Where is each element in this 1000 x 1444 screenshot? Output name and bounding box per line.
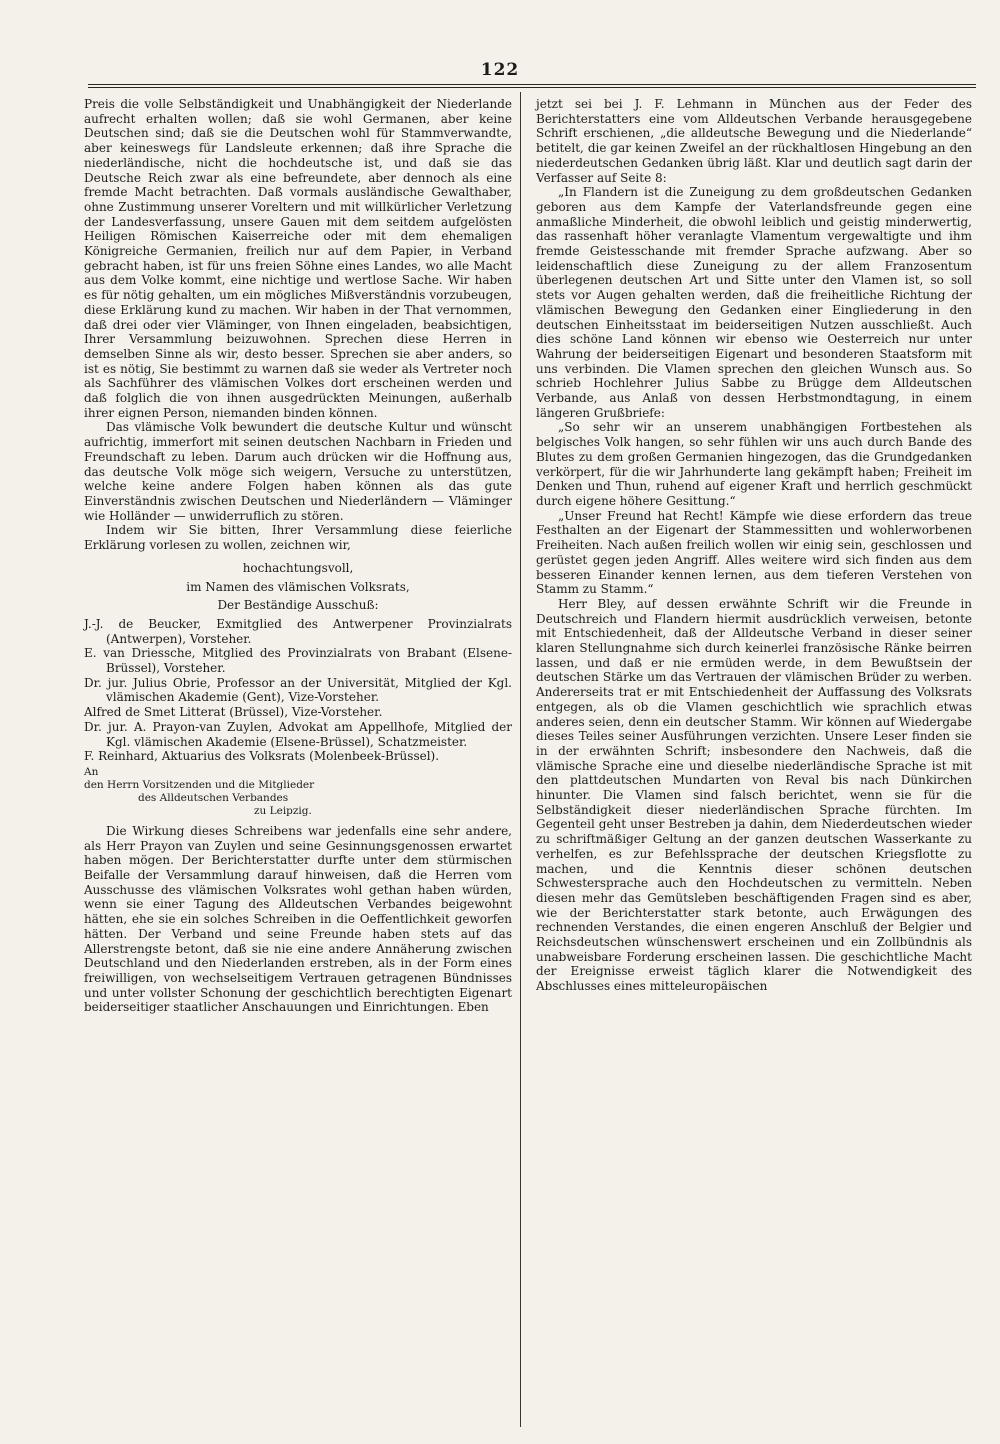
left-paragraph-1: Preis die volle Selbständigkeit und Unabhängigkeit der Niederlande aufrecht erhalten wollen; daß sie wohl Germanen, aber keine Deutschen sind; daß sie die Deutschen wohl für Stammverwandte, aber keineswegs für Landsleute erkennen; daß ihre Sprache die niederländische, nicht die hochdeutsche ist, und daß sie das Deutsche Reich zwar als eine befreundete, aber dennoch als eine fremde Macht betrachten. Daß vormals ausländische Gewalthaber, ohne Zustimmung unserer Voreltern und mit willkürlicher Verletzung der Landesverfassung, unsere Gauen mit dem seitdem aufgelösten Heiligen Römischen Kaiserreiche oder mit dem ehemaligen Königreiche Germanien, freilich nur auf dem Papier, in Verband gebracht haben, ist für uns freien Söhne eines Landes, wo alle Macht aus dem Volke kommt, eine nichtige und wertlose Sache. Wir haben es für nötig gehalten, um ein mögliches Mißverständnis vorzubeugen, diese Erklärung kund zu machen. Wir haben in der That vernommen, daß drei oder vier Vläminger, von Ihnen eingeladen, beabsichtigen, Ihrer Versammlung beizuwohnen. Sprechen diese Herren in demselben Sinne als wir, desto besser. Sprechen sie aber anders, so ist es nötig, Sie bestimmt zu warnen daß sie weder als Vertreter noch als Sachführer des vlämischen Volkes dort erscheinen werden und daß folglich die von ihnen ausgedrückten Meinungen, außerhalb ihrer eignen Person, niemanden binden können. xyxy=(84,97,512,420)
right-paragraph-4: „Unser Freund hat Recht! Kämpfe wie diese erfordern das treue Festhalten an der Eigenart der Stammessitten und wohlerworbenen Freiheiten. Nach außen freilich wollen wir einig sein, geschlossen und gerüstet gegen jeden Angriff. Alles weitere wird sich finden aus dem besseren Einander kennen lernen, aus dem tieferen Verstehen von Stamm zu Stamm.“ xyxy=(536,508,972,597)
left-paragraph-2: Das vlämische Volk bewundert die deutsche Kultur und wünscht aufrichtig, immerfort mit seinen deutschen Nachbarn in Frieden und Freundschaft zu leben. Darum auch drücken wir die Hoffnung aus, das deutsche Volk möge sich weigern, Versuche zu unterstützen, welche keine andere Folgen haben können als das gute Einverständnis zwischen Deutschen und Niederländern — Vläminger wie Holländer — unwiderruflich zu stören. xyxy=(84,420,512,523)
signatory: J.-J. de Beucker, Exmitglied des Antwerpener Provinzialrats (Antwerpen), Vorsteher. xyxy=(84,616,512,646)
letter-address xyxy=(84,766,512,818)
address-line: den Herrn Vorsitzenden und die Mitglieder xyxy=(84,778,315,791)
column-divider xyxy=(520,92,521,1427)
address-line: des Alldeutschen Verbandes xyxy=(138,791,289,804)
right-paragraph-1: jetzt sei bei J. F. Lehmann in München aus der Feder des Berichterstatters eine vom Alldeutschen Verbande herausgegebene Schrift erschienen, „die alldeutsche Bewegung und die Niederlande“ betitelt, die gar keinen Zweifel an der rückhaltlosen Hingebung an den niederdeutschen Gedanken übrig läßt. Klar und deutlich sagt darin der Verfasser auf Seite 8: xyxy=(536,97,972,185)
right-paragraph-3: „So sehr wir an unserem unabhängigen Fortbestehen als belgisches Volk hangen, so sehr fühlen wir uns auch durch Bande des Blutes zu dem großen Germanien hingezogen, das die Grundgedanken verkörpert, für die wir Jahrhunderte lang gekämpft haben; Freiheit im Denken und Thun, ruhend auf eigener Kraft und herrlich geschmückt durch eigene höhere Gesittung.“ xyxy=(536,420,972,508)
signatory: Dr. jur. Julius Obrie, Professor an der Universität, Mitglied der Kgl. vlämischen Akademie (Gent), Vize-Vorsteher. xyxy=(84,675,512,705)
committee-heading: Der Beständige Ausschuß: xyxy=(217,598,379,613)
header-rule xyxy=(88,84,976,85)
page-number: 122 xyxy=(480,60,520,80)
closing-salutation: hochachtungsvoll, xyxy=(242,560,354,575)
left-paragraph-4: Die Wirkung dieses Schreibens war jedenfalls eine sehr andere, als Herr Prayon van Zuylen und seine Gesinnungsgenossen erwartet haben mögen. Der Berichterstatter durfte unter dem stürmischen Beifalle der Versammlung darauf hinweisen, daß die Herren vom Ausschusse des vlämischen Volksrates wohl gethan haben würden, wenn sie einer Tagung des Alldeutschen Verbandes beigewohnt hätten, ehe sie ein solches Schreiben in die Oeffentlichkeit geworfen hätten. Der Verband und seine Freunde haben stets auf das Allerstrengste betont, daß sie nie eine andere Annäherung zwischen Deutschland und den Niederlanden erstreben, als in der Form eines freiwilligen, von wechselseitigem Vertrauen getragenen Bündnisses und unter vollster Schonung der geschichtlich berechtigten Eigenart beiderseitiger staatlicher Anschauungen und Einrichtungen. Eben xyxy=(84,823,512,1015)
address-line: An xyxy=(84,765,99,778)
left-column xyxy=(84,97,512,1015)
signatory: Alfred de Smet Litterat (Brüssel), Vize-Vorsteher. xyxy=(84,705,383,720)
right-paragraph-2: „In Flandern ist die Zuneigung zu dem großdeutschen Gedanken geboren aus dem Kampfe der Vaterlandsfreunde gegen eine anmaßliche Minderheit, die obwohl leiblich und geistig minderwertig, das rassenhaft höher veranlagte Vlamentum vergewaltigte und ihm fremde Geistesschande mit fremder Sprache aufzwang. Aber so leidenschaftlich diese Zuneigung zu der allem Franzosentum überlegenen deutschen Art und Sitte unter den Vlamen ist, so soll stets vor Augen gehalten werden, daß die freiheitliche Richtung der vlämischen Bewegung den Gedanken einer Eingliederung in den deutschen Einheitsstaat im beiderseitigen Nutzen ausschließt. Auch dies schöne Land können wir ebenso wie Oesterreich nur unter Wahrung der beiderseitigen Eigenart und besonderen Staatsform mit uns verbinden. Die Vlamen sprechen den gleichen Wunsch aus. So schrieb Hochlehrer Julius Sabbe zu Brügge dem Alldeutschen Verbande, aus Anlaß von dessen Herbstmondtagung, in einem längeren Grußbriefe: xyxy=(536,185,972,420)
left-paragraph-3: Indem wir Sie bitten, Ihrer Versammlung diese feierliche Erklärung vorlesen zu wollen, zeichnen wir, xyxy=(84,523,512,553)
header-rule-secondary xyxy=(88,87,976,88)
right-paragraph-5: Herr Bley, auf dessen erwähnte Schrift wir die Freunde in Deutschreich und Flandern hiermit ausdrücklich verweisen, betonte mit Entschiedenheit, daß der Alldeutsche Verband in dieser seiner klaren Stellungnahme sich durch keinerlei französische Ränke beirren lassen, und daß er nie ermüden werde, in dem Bewußtsein der deutschen Stärke um das Vertrauen der vlämischen Brüder zu werben. Andererseits trat er mit Entschiedenheit der Auffassung des Volksrats entgegen, als ob die Vlamen geschichtlich wie sprachlich etwas anderes seien, denn ein deutscher Stamm. Wir können auf Wiedergabe dieses Teiles seiner Ausführungen verzichten. Unsere Leser finden sie in der erwähnten Schrift; insbesondere den Nachweis, daß die vlämische Sprache eine und dieselbe niederländische Sprache ist mit den plattdeutschen Mundarten von Reval bis nach Dünkirchen hinunter. Die Vlamen sind falsch berichtet, wenn sie für die Selbständigkeit dieser niederländischen Sprache fürchten. Im Gegenteil geht unser Bestreben ja dahin, dem Niederdeutschen wieder zu schriftmäßiger Geltung an der ganzen deutschen Wasserkante zu verhelfen, es zur Befehlssprache der deutschen Kriegsflotte zu machen, und die Kenntnis dieser schönen deutschen Schwestersprache auch den Hochdeutschen zu vermitteln. Neben diesen mehr das Gemütsleben beschäftigenden Fragen sind es aber, wie der Berichterstatter stark betonte, auch Erwägungen des rechnenden Verstandes, die einen engeren Anschluß der Belgier und Reichsdeutschen wünschenswert erscheinen und ein Zollbündnis als unabweisbare Forderung erscheinen lassen. Die geschichtliche Macht der Ereignisse erweist täglich klarer die Notwendigkeit des Abschlusses eines mitteleuropäischen xyxy=(536,596,972,994)
signatory: E. van Driessche, Mitglied des Provinzialrats von Brabant (Elsene-Brüssel), Vorsteher. xyxy=(84,646,512,676)
closing-on-behalf: im Namen des vlämischen Volksrats, xyxy=(186,579,410,594)
signatory: Dr. jur. A. Prayon-van Zuylen, Advokat am Appellhofe, Mitglied der Kgl. vlämischen Akademie (Elsene-Brüssel), Schatzmeister. xyxy=(84,719,512,749)
signatory: F. Reinhard, Aktuarius des Volksrats (Molenbeek-Brüssel). xyxy=(84,749,440,764)
address-line: zu Leipzig. xyxy=(254,804,312,817)
right-column xyxy=(536,97,972,994)
